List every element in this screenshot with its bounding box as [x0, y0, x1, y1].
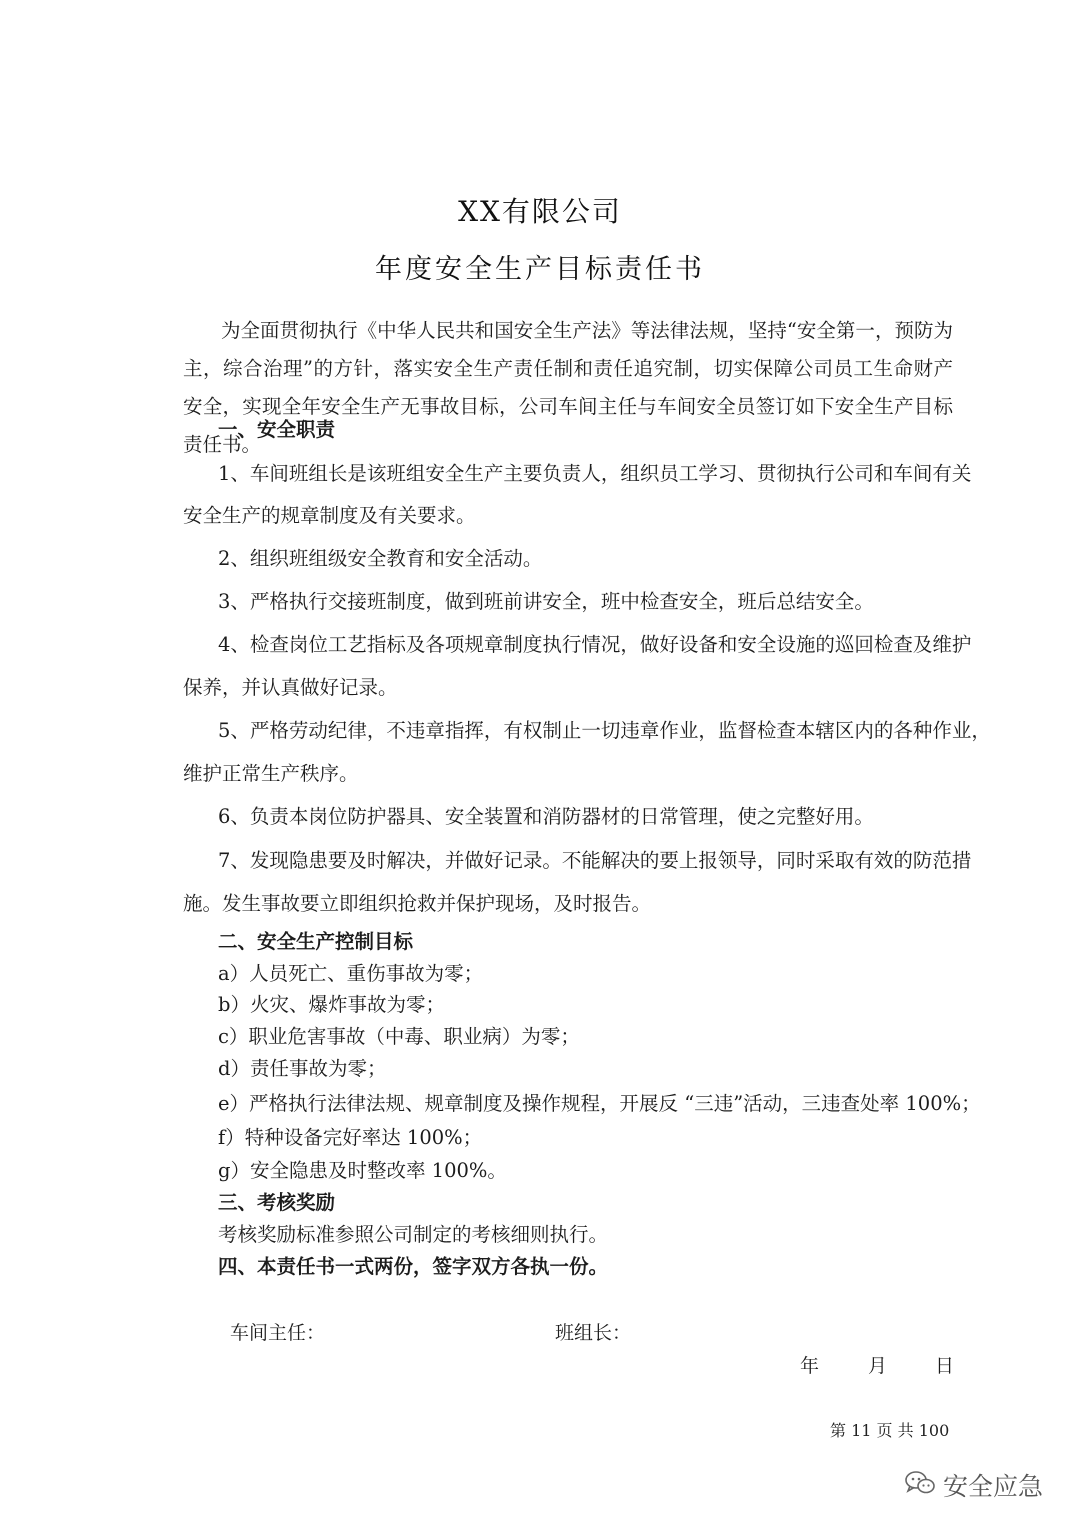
section-4-heading: 四、本责任书一式两份，签字双方各执一份。: [218, 1255, 609, 1278]
target-item: a）人员死亡、重伤事故为零；: [218, 962, 484, 985]
target-item: b）火灾、爆炸事故为零；: [218, 993, 445, 1016]
section-1-line: 维护正常生产秩序。: [183, 762, 359, 785]
page-number: 第 11 页 共 100: [830, 1421, 950, 1440]
document-title: 年度安全生产目标责任书: [375, 254, 705, 285]
target-item: e）严格执行法律法规、规章制度及操作规程，开展反 “三违”活动，三违查处率 100%；: [218, 1092, 981, 1115]
intro-paragraph: 为全面贯彻执行《中华人民共和国安全生产法》等法律法规，坚持“安全第一，预防为主，综合治理”的方针，落实安全生产责任制和责任追究制，切实保障公司员工生命财产安全，实现全年安全生产无事故目标，公司车间主任与车间安全员签订如下安全生产目标责任书。: [183, 319, 953, 456]
section-3-text: 考核奖励标准参照公司制定的考核细则执行。: [218, 1223, 609, 1246]
section-1-line: 2、组织班组级安全教育和安全活动。: [218, 547, 543, 570]
date-month: 月: [868, 1355, 888, 1377]
section-1-line: 1、车间班组长是该班组安全生产主要负责人，组织员工学习、贯彻执行公司和车间有关: [218, 462, 972, 485]
signature-workshop-director: 车间主任：: [230, 1322, 326, 1344]
target-item: g）安全隐患及时整改率 100%。: [218, 1159, 507, 1182]
watermark-text: 安全应急: [943, 1472, 1044, 1501]
section-1-line: 施。发生事故要立即组织抢救并保护现场，及时报告。: [183, 892, 652, 915]
section-1-line: 7、发现隐患要及时解决，并做好记录。不能解决的要上报领导，同时采取有效的防范措: [218, 849, 972, 872]
target-item: c）职业危害事故（中毒、职业病）为零；: [218, 1025, 580, 1048]
section-1-line: 3、严格执行交接班制度，做到班前讲安全，班中检查安全，班后总结安全。: [218, 590, 874, 613]
section-3-heading: 三、考核奖励: [218, 1191, 336, 1214]
section-1-line: 6、负责本岗位防护器具、安全装置和消防器材的日常管理，使之完整好用。: [218, 805, 874, 828]
target-item: d）责任事故为零；: [218, 1057, 387, 1080]
wechat-icon: [905, 1470, 935, 1500]
section-1-line: 4、检查岗位工艺指标及各项规章制度执行情况，做好设备和安全设施的巡回检查及维护: [218, 633, 972, 656]
date-year: 年: [800, 1355, 820, 1377]
company-title: XX有限公司: [458, 195, 622, 228]
date-day: 日: [935, 1355, 955, 1377]
signature-team-leader: 班组长：: [555, 1322, 632, 1344]
target-item: f）特种设备完好率达 100%；: [218, 1126, 483, 1149]
section-1-heading: 一、安全职责: [218, 418, 336, 441]
section-1-line: 安全生产的规章制度及有关要求。: [183, 504, 476, 527]
section-2-heading: 二、安全生产控制目标: [218, 930, 414, 953]
watermark: [905, 1465, 1043, 1505]
section-1-line: 5、严格劳动纪律，不违章指挥，有权制止一切违章作业，监督检查本辖区内的各种作业，: [218, 719, 991, 742]
section-1-line: 保养，并认真做好记录。: [183, 676, 398, 699]
